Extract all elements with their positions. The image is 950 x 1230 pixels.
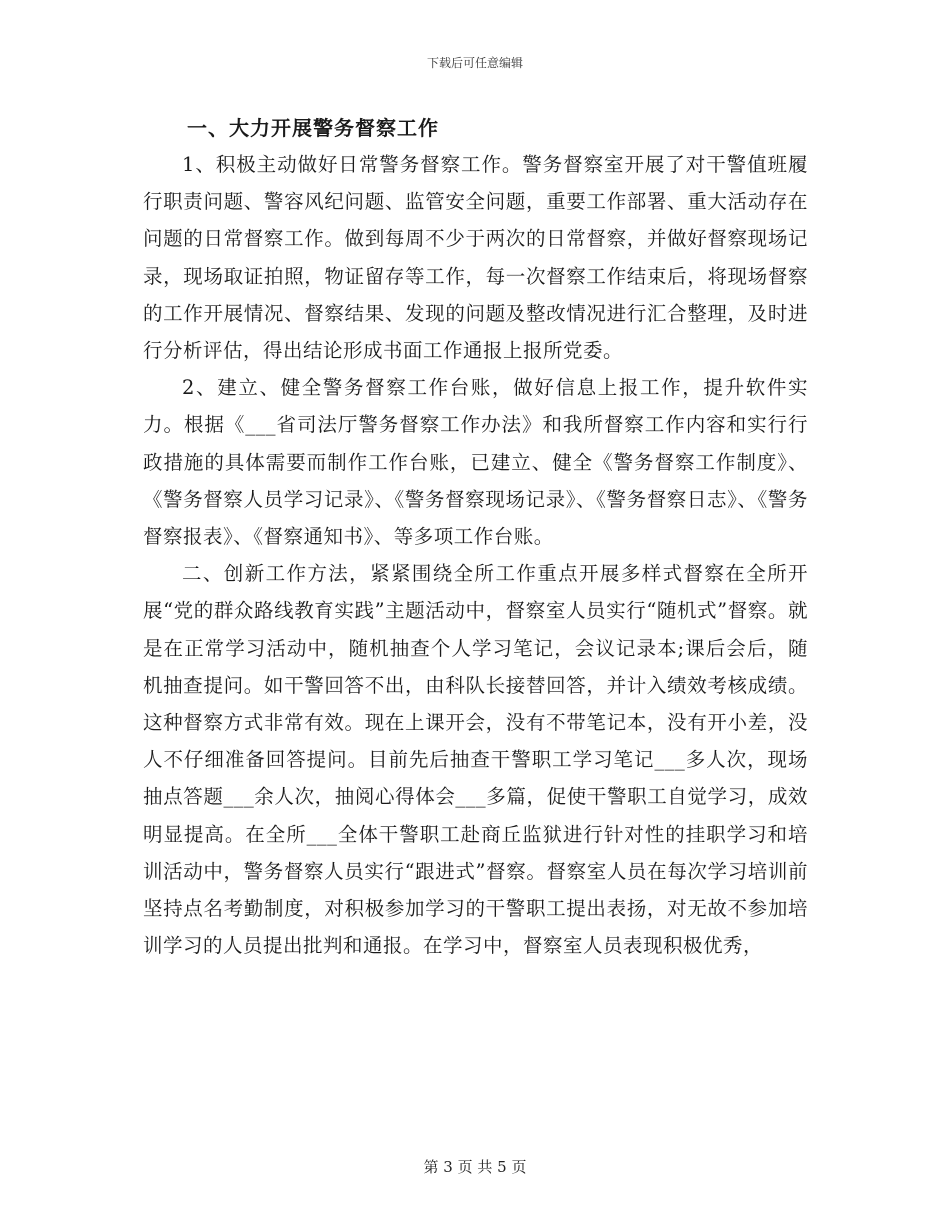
section-heading: 一、大力开展警务督察工作 <box>187 116 439 140</box>
page-header-note: 下载后可任意编辑 <box>426 56 523 70</box>
paragraph-2: 2、建立、健全警务督察工作台账，做好信息上报工作，提升软件实力。根据《___省司法厅警务督察工作办法》和我所督察工作内容和实行行政措施的具体需要而制作工作台账，已建立、健全《警务督察工作制度》、《警务督察人员学习记录》、《警务督察现场记录》、《警务督察日志》、《警务督察报表》、《督察通知书》、等多项工作台账。 <box>143 376 808 549</box>
document-body <box>143 110 808 964</box>
paragraph-3: 二、创新工作方法，紧紧围绕全所工作重点开展多样式督察在全所开展“党的群众路线教育实践”主题活动中，督察室人员实行“随机式”督察。就是在正常学习活动中，随机抽查个人学习笔记，会议记录本;课后会后，随机抽查提问。如干警回答不出，由科队长接替回答，并计入绩效考核成绩。这种督察方式非常有效。现在上课开会，没有不带笔记本，没有开小差，没人不仔细准备回答提问。目前先后抽查干警职工学习笔记___多人次，现场抽点答题___余人次，抽阅心得体会___多篇，促使干警职工自觉学习，成效明显提高。在全所___全体干警职工赴商丘监狱进行针对性的挂职学习和培训活动中，警务督察人员实行“跟进式”督察。督察室人员在每次学习培训前坚持点名考勤制度，对积极参加学习的干警职工提出表扬，对无故不参加培训学习的人员提出批判和通报。在学习中，督察室人员表现积极优秀， <box>143 562 808 958</box>
paragraph-1: 1、积极主动做好日常警务督察工作。警务督察室开展了对干警值班履行职责问题、警容风纪问题、监管安全问题，重要工作部署、重大活动存在问题的日常督察工作。做到每周不少于两次的日常督察，并做好督察现场记录，现场取证拍照，物证留存等工作，每一次督察工作结束后，将现场督察的工作开展情况、督察结果、发现的问题及整改情况进行汇合整理，及时进行分析评估，得出结论形成书面工作通报上报所党委。 <box>143 153 808 363</box>
page-number: 第 3 页 共 5 页 <box>423 1158 527 1176</box>
